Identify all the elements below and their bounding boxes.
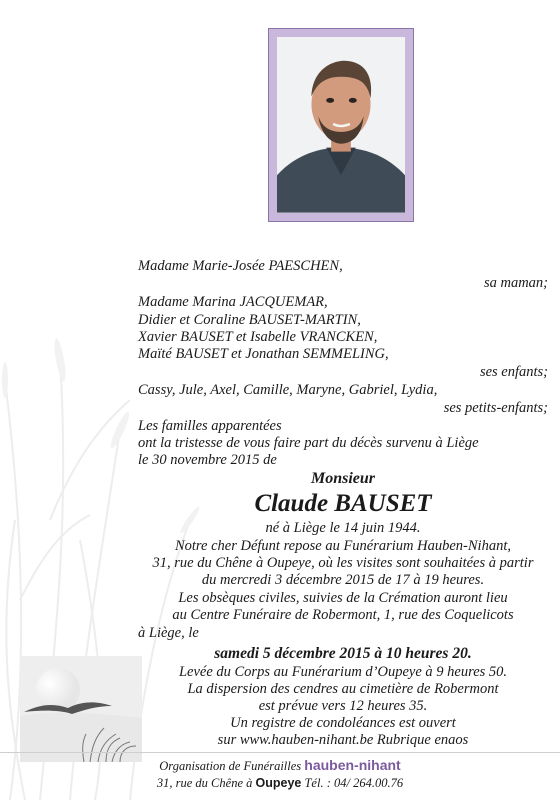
organisation-label: Organisation de Funérailles: [159, 759, 302, 773]
details-section: [138, 538, 548, 648]
bird-illustration: [20, 656, 142, 762]
family-line: ont la tristesse de vous faire part du décès survenu à Liège: [138, 435, 479, 451]
portrait-image: [277, 37, 405, 213]
family-line: Madame Marina JACQUEMAR,: [138, 294, 328, 310]
deceased-section: [138, 470, 548, 536]
address-street: 31, rue du Chêne à: [156, 776, 253, 790]
ceremony-section: [138, 645, 548, 748]
footer-divider: [0, 752, 560, 753]
detail-line: Les obsèques civiles, suivies de la Crémation auront lieu: [178, 590, 508, 606]
portrait-frame: [268, 28, 414, 222]
closing-line: Levée du Corps au Funérarium d’Oupeye à 9 heures 50.: [178, 664, 508, 680]
funeral-home-footer: [0, 757, 560, 774]
family-role: ses enfants;: [479, 364, 548, 380]
family-role: sa maman;: [483, 275, 548, 291]
deceased-birth: né à Liège le 14 juin 1944.: [265, 520, 421, 536]
phone-number: Tél. : 04/ 264.00.76: [304, 776, 404, 790]
funeral-home-address: [0, 776, 560, 791]
family-line: Maïté BAUSET et Jonathan SEMMELING,: [138, 346, 389, 362]
detail-line: Notre cher Défunt repose au Funérarium Hauben-Nihant,: [174, 538, 511, 554]
family-line: Madame Marie-Josée PAESCHEN,: [138, 258, 343, 274]
detail-line: à Liège, le: [138, 625, 199, 641]
brand-name: hauben-nihant: [304, 757, 401, 773]
family-section: [138, 258, 548, 468]
family-line: Les familles apparentées: [138, 418, 282, 434]
family-line: le 30 novembre 2015 de: [138, 452, 277, 468]
closing-line: Un registre de condoléances est ouvert: [230, 715, 456, 731]
family-line: Didier et Coraline BAUSET-MARTIN,: [138, 312, 361, 328]
deceased-name: Claude BAUSET: [254, 490, 432, 517]
family-role: ses petits-enfants;: [443, 400, 548, 416]
detail-line: 31, rue du Chêne à Oupeye, où les visites sont souhaitées à partir: [152, 555, 534, 571]
portrait-photo: [277, 37, 405, 213]
deceased-title: Monsieur: [310, 470, 376, 487]
family-line: Cassy, Jule, Axel, Camille, Maryne, Gabriel, Lydia,: [138, 382, 438, 398]
closing-line: est prévue vers 12 heures 35.: [258, 698, 428, 714]
detail-line: au Centre Funéraire de Robermont, 1, rue des Coquelicots: [172, 607, 514, 623]
detail-line: du mercredi 3 décembre 2015 de 17 à 19 heures.: [201, 572, 485, 588]
family-line: Xavier BAUSET et Isabelle VRANCKEN,: [138, 329, 378, 345]
ceremony-date: samedi 5 décembre 2015 à 10 heures 20.: [214, 645, 472, 662]
address-town: Oupeye: [255, 776, 302, 790]
closing-line: sur www.hauben-nihant.be Rubrique enaos: [217, 732, 469, 748]
closing-line: La dispersion des cendres au cimetière de Robermont: [187, 681, 499, 697]
